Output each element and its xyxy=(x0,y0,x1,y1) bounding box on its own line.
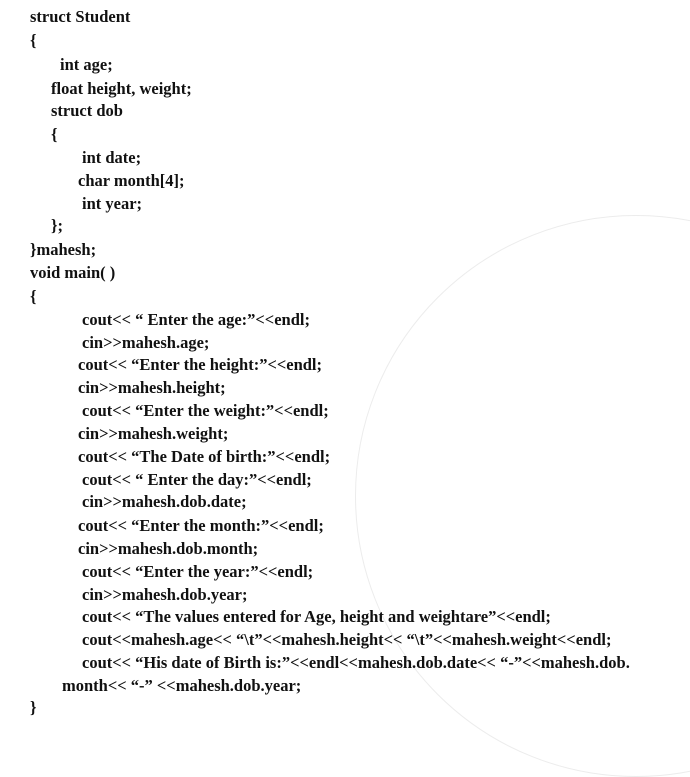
code-line-3: int age; xyxy=(60,55,113,74)
code-line-28: cout<<mahesh.age<< “\t”<<mahesh.height<< “\t”<<mahesh.weight<<endl; xyxy=(82,630,612,649)
code-line-8: char month[4]; xyxy=(78,171,185,190)
code-line-12: void main( ) xyxy=(30,263,116,282)
code-line-2: { xyxy=(30,31,37,50)
code-line-24: cin>>mahesh.dob.month; xyxy=(78,539,259,558)
code-line-17: cin>>mahesh.height; xyxy=(78,378,226,397)
code-line-31: } xyxy=(30,698,37,717)
code-line-20: cout<< “The Date of birth:”<<endl; xyxy=(78,447,331,466)
code-line-7: int date; xyxy=(82,148,142,167)
code-line-23: cout<< “Enter the month:”<<endl; xyxy=(78,516,324,535)
code-line-9: int year; xyxy=(82,194,143,213)
code-line-4: float height, weight; xyxy=(51,79,192,98)
code-line-1: struct Student xyxy=(30,7,131,26)
code-line-10: }; xyxy=(51,216,63,235)
code-line-27: cout<< “The values entered for Age, height and weightare”<<endl; xyxy=(82,607,551,626)
background-arc-watermark xyxy=(355,215,690,777)
code-line-29: cout<< “His date of Birth is:”<<endl<<mahesh.dob.date<< “-”<<mahesh.dob. xyxy=(82,653,630,672)
code-line-5: struct dob xyxy=(51,101,123,120)
code-line-6: { xyxy=(51,125,58,144)
code-line-25: cout<< “Enter the year:”<<endl; xyxy=(82,562,314,581)
code-line-11: }mahesh; xyxy=(30,240,97,259)
code-line-15: cin>>mahesh.age; xyxy=(82,333,210,352)
code-line-21: cout<< “ Enter the day:”<<endl; xyxy=(82,470,312,489)
code-line-18: cout<< “Enter the weight:”<<endl; xyxy=(82,401,329,420)
code-line-13: { xyxy=(30,287,37,306)
code-line-16: cout<< “Enter the height:”<<endl; xyxy=(78,355,323,374)
code-line-26: cin>>mahesh.dob.year; xyxy=(82,585,248,604)
code-line-19: cin>>mahesh.weight; xyxy=(78,424,229,443)
code-line-22: cin>>mahesh.dob.date; xyxy=(82,492,247,511)
code-line-30: month<< “-” <<mahesh.dob.year; xyxy=(62,676,302,695)
code-line-14: cout<< “ Enter the age:”<<endl; xyxy=(82,310,310,329)
